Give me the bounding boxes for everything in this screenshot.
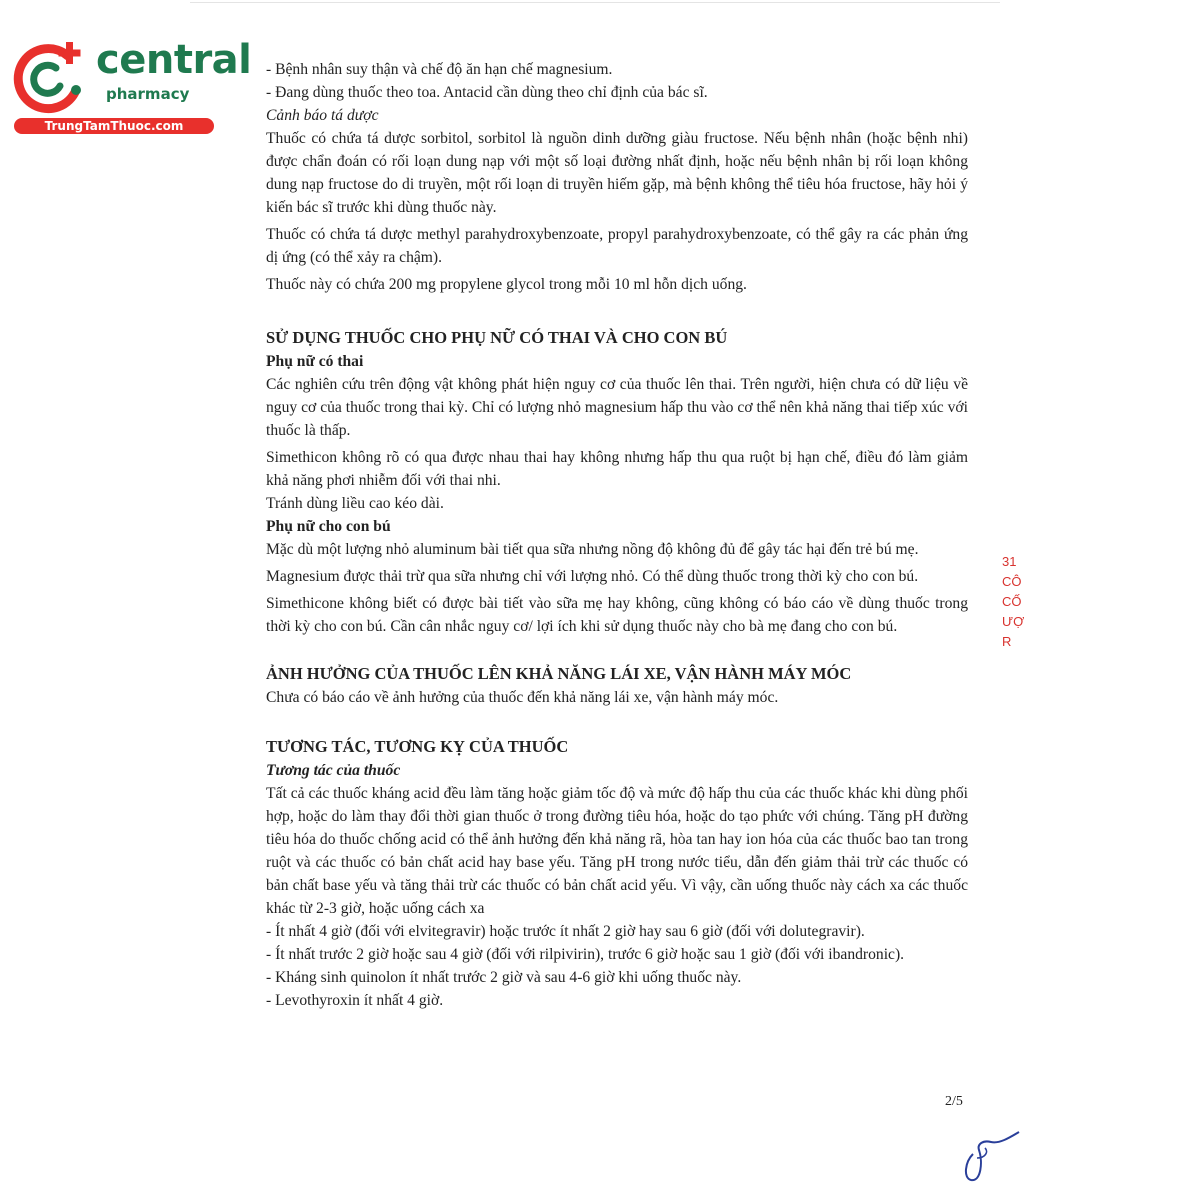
stamp-line: R — [1002, 634, 1012, 649]
document-body — [266, 58, 968, 1012]
breastfeeding-heading: Phụ nữ cho con bú — [266, 518, 391, 535]
pregnancy-section-heading: SỬ DỤNG THUỐC CHO PHỤ NỮ CÓ THAI VÀ CHO CON BÚ — [266, 328, 728, 347]
pregnancy-paragraph-1: Các nghiên cứu trên động vật không phát hiện nguy cơ của thuốc lên thai. Trên người, hiện chưa có dữ liệu về nguy cơ của thuốc trong thai kỳ. Chỉ có lượng nhỏ magnesium hấp thu vào cơ thể nên khả năng thai tiếp xúc với thuốc là thấp. — [266, 376, 968, 439]
page-number: 2/5 — [945, 1094, 963, 1109]
brand-subtitle: pharmacy — [106, 85, 190, 103]
excipient-warning-heading: Cảnh báo tá dược — [266, 107, 379, 124]
interaction-list-item: - Kháng sinh quinolon ít nhất trước 2 giờ và sau 4-6 giờ khi uống thuốc này. — [266, 969, 742, 986]
bullet-prescription: - Đang dùng thuốc theo toa. Antacid cần dùng theo chỉ định của bác sĩ. — [266, 84, 708, 101]
interaction-list-item: - Levothyroxin ít nhất 4 giờ. — [266, 992, 444, 1009]
excipient-paraben-paragraph: Thuốc có chứa tá dược methyl parahydroxybenzoate, propyl parahydroxybenzoate, có thể gây ra các phản ứng dị ứng (có thể xảy ra chậm). — [266, 226, 968, 266]
pregnancy-paragraph-3: Tránh dùng liều cao kéo dài. — [266, 495, 444, 512]
driving-paragraph: Chưa có báo cáo về ảnh hưởng của thuốc đến khả năng lái xe, vận hành máy móc. — [266, 689, 779, 706]
stamp-line: CỐ — [1002, 594, 1022, 609]
excipient-sorbitol-paragraph: Thuốc có chứa tá dược sorbitol, sorbitol là nguồn dinh dưỡng giàu fructose. Nếu bệnh nhân (hoặc bệnh nhi) được chẩn đoán có rối loạn dung nạp với một số loại đường nhất định, hoặc nếu bệnh nhân bị rối loạn không dung nạp fructose do di truyền, một rối loạn di truyền hiếm gặp, mà bệnh không thể tiêu hóa fructose, hãy hỏi ý kiến bác sĩ trước khi dùng thuốc này. — [266, 130, 968, 216]
bullet-renal: - Bệnh nhân suy thận và chế độ ăn hạn chế magnesium. — [266, 61, 613, 78]
interaction-list-item: - Ít nhất 4 giờ (đối với elvitegravir) hoặc trước ít nhất 2 giờ hay sau 6 giờ (đối với dolutegravir). — [266, 923, 865, 940]
pregnancy-paragraph-2: Simethicon không rõ có qua được nhau thai hay không nhưng hấp thu qua ruột bị hạn chế, điều đó làm giảm khả năng phơi nhiễm đối với thai nhi. — [266, 449, 968, 489]
stamp-line: ƯỢ — [1002, 614, 1025, 629]
top-edge-line — [190, 2, 1000, 3]
brand-logo — [10, 37, 252, 138]
drug-interactions-subheading: Tương tác của thuốc — [266, 762, 401, 779]
pregnant-women-heading: Phụ nữ có thai — [266, 353, 364, 370]
breastfeeding-paragraph-2: Magnesium được thải trừ qua sữa nhưng chỉ với lượng nhỏ. Có thể dùng thuốc trong thời kỳ cho con bú. — [266, 568, 919, 585]
stamp-line: CÔ — [1002, 574, 1022, 589]
red-stamp-fragment — [1002, 552, 1032, 712]
signature-icon — [955, 1128, 1025, 1188]
driving-section-heading: ẢNH HƯỞNG CỦA THUỐC LÊN KHẢ NĂNG LÁI XE, VẬN HÀNH MÁY MÓC — [266, 664, 852, 683]
breastfeeding-paragraph-1: Mặc dù một lượng nhỏ aluminum bài tiết qua sữa nhưng nồng độ không đủ để gây tác hại đến trẻ bú mẹ. — [266, 541, 919, 558]
brand-url-badge[interactable]: TrungTamThuoc.com — [14, 118, 214, 134]
excipient-propylene-paragraph: Thuốc này có chứa 200 mg propylene glycol trong mỗi 10 ml hỗn dịch uống. — [266, 276, 747, 293]
stamp-line: 31 — [1002, 554, 1017, 569]
breastfeeding-paragraph-3: Simethicone không biết có được bài tiết vào sữa mẹ hay không, cũng không có báo cáo về dùng thuốc trong thời kỳ cho con bú. Cần cân nhắc nguy cơ/ lợi ích khi sử dụng thuốc này cho bà mẹ đang cho con bú. — [266, 595, 968, 635]
interactions-paragraph: Tất cả các thuốc kháng acid đều làm tăng hoặc giảm tốc độ và mức độ hấp thu của các thuốc khác khi dùng phối hợp, hoặc do làm thay đổi thời gian thuốc ở trong đường tiêu hóa, hoặc do tạo phức với chúng. Tăng pH đường tiêu hóa do thuốc chống acid có thể ảnh hưởng đến khả năng rã, hòa tan hay ion hóa của các thuốc bao tan trong ruột và các thuốc có bản chất acid hay base yếu. Tăng pH trong nước tiểu, dẫn đến giảm thải trừ các thuốc có bản chất base yếu và tăng thải trừ các thuốc có bản chất acid yếu. Vì vậy, cần uống thuốc này cách xa các thuốc khác từ 2-3 giờ, hoặc uống cách xa — [266, 785, 968, 917]
interactions-section-heading: TƯƠNG TÁC, TƯƠNG KỴ CỦA THUỐC — [266, 737, 569, 756]
central-pharmacy-logo-icon — [10, 38, 88, 116]
interaction-list-item: - Ít nhất trước 2 giờ hoặc sau 4 giờ (đối với rilpivirin), trước 6 giờ hoặc sau 1 giờ (đối với ibandronic). — [266, 946, 905, 963]
brand-name: central — [96, 37, 252, 83]
